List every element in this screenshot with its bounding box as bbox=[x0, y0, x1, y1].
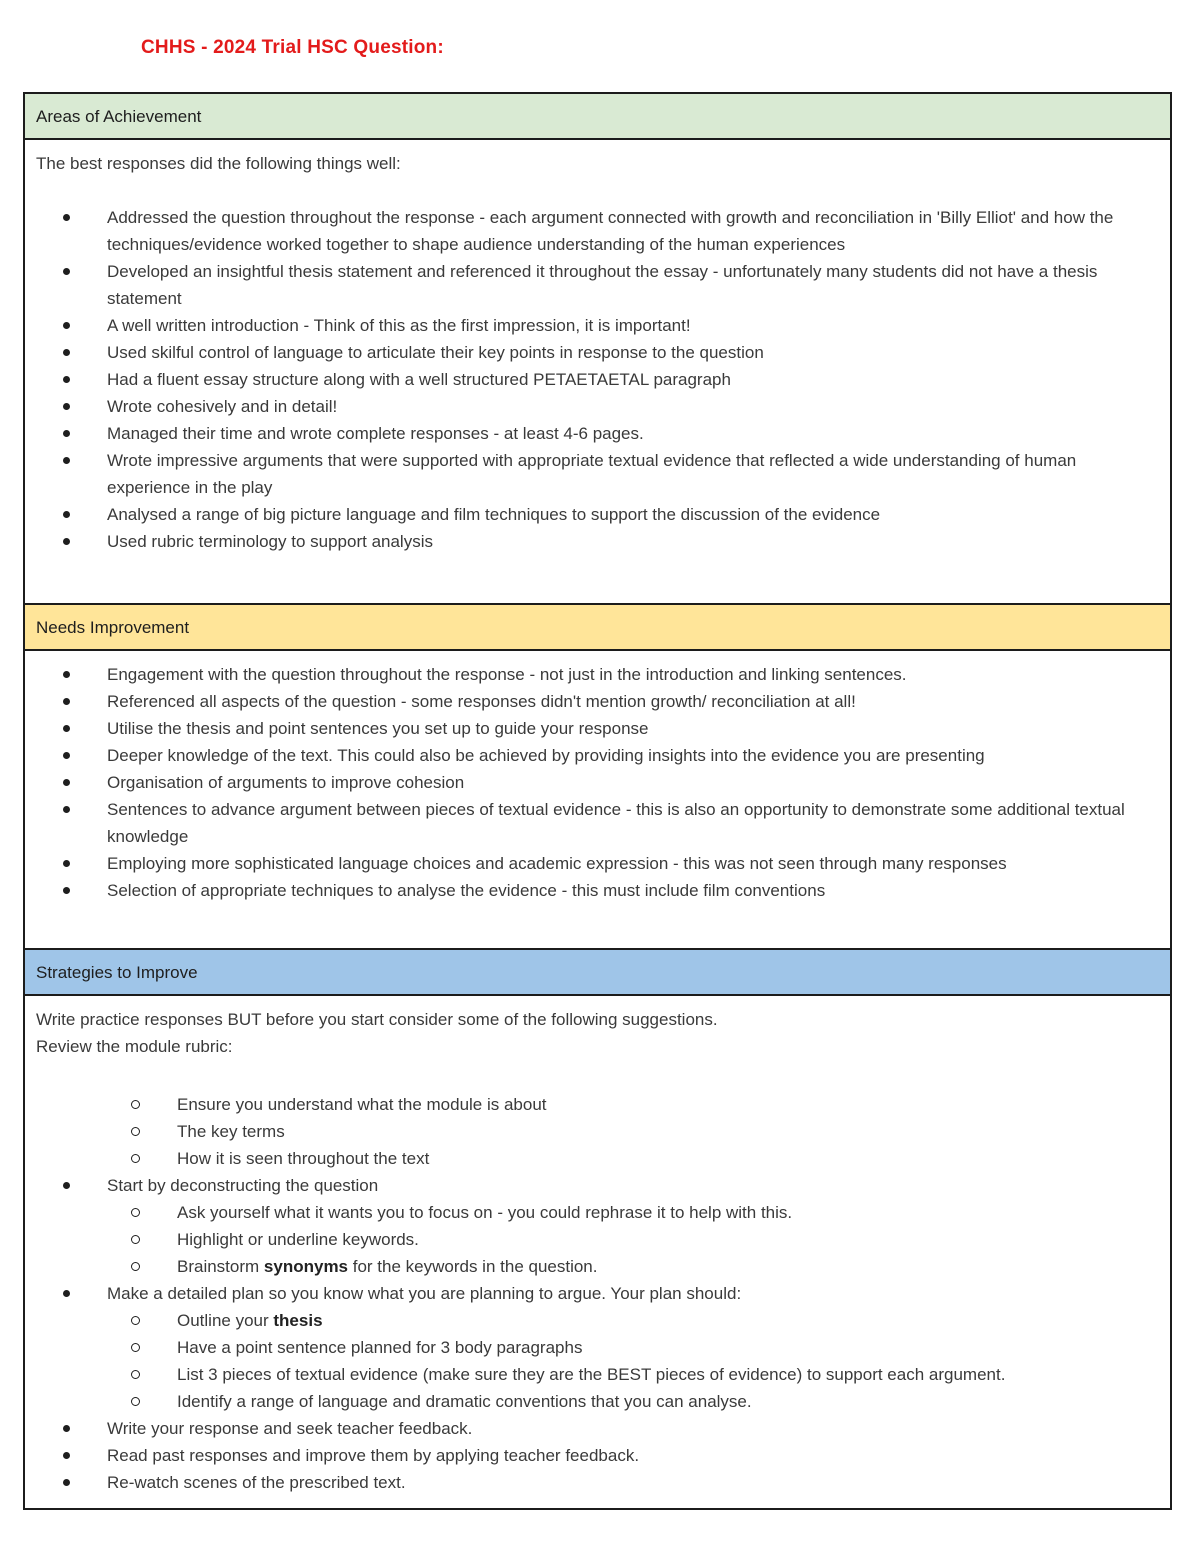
list-item: Selection of appropriate techniques to analyse the evidence - this must include film conventions bbox=[36, 877, 1150, 904]
list-subitem: Identify a range of language and dramatic conventions that you can analyse. bbox=[36, 1388, 1150, 1415]
list-item: Addressed the question throughout the response - each argument connected with growth and reconciliation in 'Billy Elliot' and how the techniques/evidence worked together to shape audience understanding of the human experiences bbox=[36, 204, 1150, 258]
strategies-body bbox=[25, 996, 1170, 1496]
list-item: Utilise the thesis and point sentences you set up to guide your response bbox=[36, 715, 1150, 742]
list-item: Used skilful control of language to articulate their key points in response to the question bbox=[36, 339, 1150, 366]
bullet-icon bbox=[63, 538, 70, 545]
bullet-icon bbox=[63, 214, 70, 221]
list-item: Managed their time and wrote complete responses - at least 4-6 pages. bbox=[36, 420, 1150, 447]
improvement-box bbox=[23, 603, 1172, 950]
bullet-icon bbox=[63, 671, 70, 678]
achievement-box bbox=[23, 92, 1172, 605]
list-item: Read past responses and improve them by applying teacher feedback. bbox=[36, 1442, 1150, 1469]
bullet-icon bbox=[63, 349, 70, 356]
hollow-bullet-icon bbox=[131, 1316, 140, 1325]
list-subitem: Ask yourself what it wants you to focus on - you could rephrase it to help with this. bbox=[36, 1199, 1150, 1226]
list-item: Write your response and seek teacher feedback. bbox=[36, 1415, 1150, 1442]
bullet-icon bbox=[63, 430, 70, 437]
list-item: Deeper knowledge of the text. This could also be achieved by providing insights into the evidence you are presenting bbox=[36, 742, 1150, 769]
list-subitem: The key terms bbox=[36, 1118, 1150, 1145]
list-item: Organisation of arguments to improve cohesion bbox=[36, 769, 1150, 796]
hollow-bullet-icon bbox=[131, 1397, 140, 1406]
list-item: Engagement with the question throughout the response - not just in the introduction and linking sentences. bbox=[36, 661, 1150, 688]
list-subitem: Highlight or underline keywords. bbox=[36, 1226, 1150, 1253]
list-item: Developed an insightful thesis statement and referenced it throughout the essay - unfortunately many students did not have a thesis statement bbox=[36, 258, 1150, 312]
achievement-heading: Areas of Achievement bbox=[25, 94, 1170, 140]
list-item: Used rubric terminology to support analysis bbox=[36, 528, 1150, 555]
bullet-icon bbox=[63, 1425, 70, 1432]
bullet-icon bbox=[63, 725, 70, 732]
bullet-icon bbox=[63, 457, 70, 464]
strategies-box bbox=[23, 948, 1172, 1510]
list-item: Had a fluent essay structure along with a well structured PETAETAETAL paragraph bbox=[36, 366, 1150, 393]
strategies-list bbox=[36, 1091, 1150, 1496]
hollow-bullet-icon bbox=[131, 1127, 140, 1136]
strategies-intro-line1: Write practice responses BUT before you start consider some of the following suggestions. bbox=[36, 1010, 718, 1029]
hollow-bullet-icon bbox=[131, 1343, 140, 1352]
list-item: Start by deconstructing the question bbox=[36, 1172, 1150, 1199]
hollow-bullet-icon bbox=[131, 1262, 140, 1271]
achievement-list bbox=[36, 204, 1150, 555]
bullet-icon bbox=[63, 1452, 70, 1459]
list-item: Referenced all aspects of the question - some responses didn't mention growth/ reconciliation at all! bbox=[36, 688, 1150, 715]
bullet-icon bbox=[63, 1479, 70, 1486]
list-item: A well written introduction - Think of this as the first impression, it is important! bbox=[36, 312, 1150, 339]
list-subitem: Have a point sentence planned for 3 body paragraphs bbox=[36, 1334, 1150, 1361]
bullet-icon bbox=[63, 806, 70, 813]
keyword-thesis: thesis bbox=[273, 1311, 323, 1330]
list-item: Make a detailed plan so you know what you are planning to argue. Your plan should: bbox=[36, 1280, 1150, 1307]
list-item: Analysed a range of big picture language and film techniques to support the discussion of the evidence bbox=[36, 501, 1150, 528]
hollow-bullet-icon bbox=[131, 1208, 140, 1217]
bullet-icon bbox=[63, 779, 70, 786]
hollow-bullet-icon bbox=[131, 1235, 140, 1244]
improvement-body bbox=[25, 651, 1170, 904]
bullet-icon bbox=[63, 403, 70, 410]
strategies-intro-line2: Review the module rubric: bbox=[36, 1037, 233, 1056]
improvement-list bbox=[36, 661, 1150, 904]
list-item: Sentences to advance argument between pieces of textual evidence - this is also an opportunity to demonstrate some additional textual knowledge bbox=[36, 796, 1150, 850]
document-title: CHHS - 2024 Trial HSC Question: bbox=[141, 37, 444, 58]
bullet-icon bbox=[63, 887, 70, 894]
bullet-icon bbox=[63, 268, 70, 275]
achievement-body bbox=[25, 140, 1170, 555]
list-item: Employing more sophisticated language choices and academic expression - this was not seen through many responses bbox=[36, 850, 1150, 877]
list-subitem: Brainstorm synonyms for the keywords in the question. bbox=[36, 1253, 1150, 1280]
list-subitem: Ensure you understand what the module is about bbox=[36, 1091, 1150, 1118]
bullet-icon bbox=[63, 322, 70, 329]
achievement-intro: The best responses did the following things well: bbox=[36, 154, 401, 173]
bullet-icon bbox=[63, 698, 70, 705]
hollow-bullet-icon bbox=[131, 1370, 140, 1379]
strategies-heading: Strategies to Improve bbox=[25, 950, 1170, 996]
improvement-heading: Needs Improvement bbox=[25, 605, 1170, 651]
list-item: Re-watch scenes of the prescribed text. bbox=[36, 1469, 1150, 1496]
list-item: Wrote cohesively and in detail! bbox=[36, 393, 1150, 420]
bullet-icon bbox=[63, 511, 70, 518]
hollow-bullet-icon bbox=[131, 1154, 140, 1163]
list-subitem: List 3 pieces of textual evidence (make sure they are the BEST pieces of evidence) to support each argument. bbox=[36, 1361, 1150, 1388]
list-subitem: How it is seen throughout the text bbox=[36, 1145, 1150, 1172]
bullet-icon bbox=[63, 752, 70, 759]
list-subitem: Outline your thesis bbox=[36, 1307, 1150, 1334]
list-item: Wrote impressive arguments that were supported with appropriate textual evidence that reflected a wide understanding of human experience in the play bbox=[36, 447, 1150, 501]
bullet-icon bbox=[63, 860, 70, 867]
bullet-icon bbox=[63, 1182, 70, 1189]
hollow-bullet-icon bbox=[131, 1100, 140, 1109]
bullet-icon bbox=[63, 1290, 70, 1297]
keyword-synonyms: synonyms bbox=[263, 1257, 349, 1276]
bullet-icon bbox=[63, 376, 70, 383]
